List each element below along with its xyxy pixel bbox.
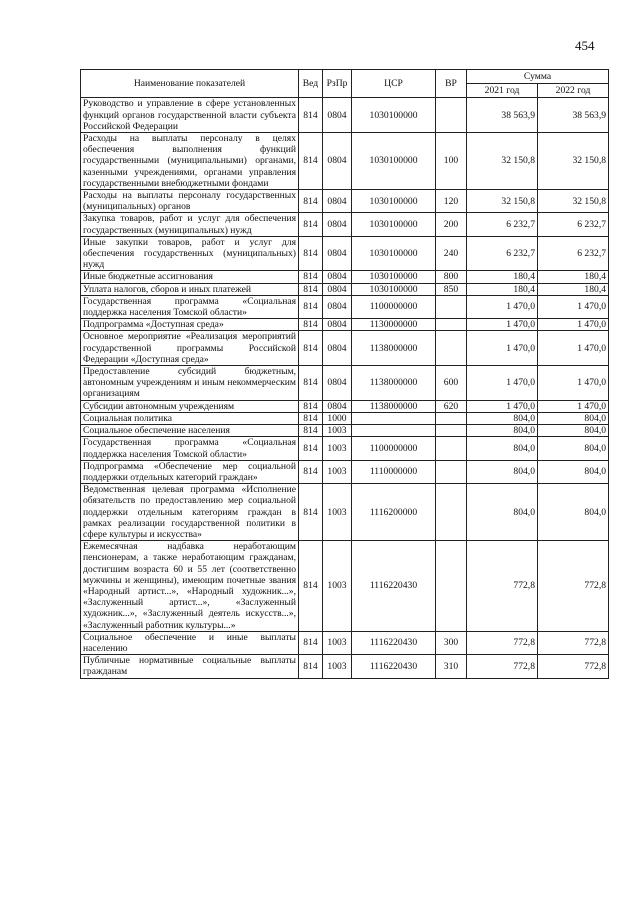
row-rzpr: 0804 [323, 98, 352, 133]
row-csr: 1100000000 [352, 295, 436, 318]
row-sum-2021: 6 232,7 [467, 236, 538, 271]
row-csr: 1030100000 [352, 236, 436, 271]
row-name: Расходы на выплаты персоналу государственных (муниципальных) органов [81, 190, 299, 213]
row-csr: 1110000000 [352, 460, 436, 483]
row-name: Уплата налогов, сборов и иных платежей [81, 283, 299, 295]
row-rzpr: 0804 [323, 366, 352, 401]
row-vr [436, 437, 467, 460]
row-vr [436, 412, 467, 424]
header-ved: Вед [299, 70, 323, 98]
row-csr: 1030100000 [352, 271, 436, 283]
table-row [81, 213, 609, 236]
table-row [81, 133, 609, 190]
row-rzpr: 1003 [323, 631, 352, 654]
table-row [81, 460, 609, 483]
row-name: Социальная политика [81, 412, 299, 424]
row-sum-2022: 1 470,0 [538, 400, 609, 412]
row-vr [436, 319, 467, 331]
header-csr: ЦСР [352, 70, 436, 98]
row-sum-2022: 804,0 [538, 425, 609, 437]
row-vr [436, 425, 467, 437]
row-sum-2021: 38 563,9 [467, 98, 538, 133]
row-vr: 120 [436, 190, 467, 213]
page-number: 454 [575, 38, 595, 53]
row-sum-2022: 32 150,8 [538, 133, 609, 190]
row-sum-2022: 1 470,0 [538, 331, 609, 366]
row-csr: 1030100000 [352, 133, 436, 190]
table-row [81, 271, 609, 283]
row-rzpr: 0804 [323, 295, 352, 318]
header-row [81, 70, 609, 84]
header-name: Наименование показателей [81, 70, 299, 98]
row-rzpr: 0804 [323, 213, 352, 236]
row-name: Закупка товаров, работ и услуг для обеспечения государственных (муниципальных) нужд [81, 213, 299, 236]
table-row [81, 437, 609, 460]
row-sum-2021: 32 150,8 [467, 190, 538, 213]
row-vr: 310 [436, 655, 467, 678]
row-vr: 600 [436, 366, 467, 401]
row-ved: 814 [299, 236, 323, 271]
row-ved: 814 [299, 655, 323, 678]
row-rzpr: 1003 [323, 437, 352, 460]
row-sum-2021: 180,4 [467, 283, 538, 295]
row-csr: 1030100000 [352, 283, 436, 295]
row-csr: 1138000000 [352, 400, 436, 412]
row-sum-2021: 1 470,0 [467, 295, 538, 318]
row-sum-2022: 38 563,9 [538, 98, 609, 133]
row-sum-2021: 6 232,7 [467, 213, 538, 236]
table-row [81, 484, 609, 541]
row-sum-2022: 1 470,0 [538, 295, 609, 318]
row-sum-2022: 180,4 [538, 271, 609, 283]
row-vr: 240 [436, 236, 467, 271]
row-sum-2022: 6 232,7 [538, 236, 609, 271]
row-csr: 1116200000 [352, 484, 436, 541]
row-csr [352, 412, 436, 424]
row-name: Расходы на выплаты персоналу в целях обеспечения выполнения функций государственными (муниципальными) органами, казенными учреждениями, органами управления государственными внебюджетными фондами [81, 133, 299, 190]
row-ved: 814 [299, 366, 323, 401]
row-vr [436, 541, 467, 632]
row-ved: 814 [299, 484, 323, 541]
row-sum-2022: 804,0 [538, 437, 609, 460]
row-name: Иные бюджетные ассигнования [81, 271, 299, 283]
header-rzpr: РзПр [323, 70, 352, 98]
row-csr: 1116220430 [352, 631, 436, 654]
budget-table [80, 69, 609, 679]
row-ved: 814 [299, 541, 323, 632]
table-row [81, 331, 609, 366]
row-rzpr: 0804 [323, 400, 352, 412]
row-ved: 814 [299, 331, 323, 366]
row-rzpr: 1003 [323, 484, 352, 541]
row-name: Основное мероприятие «Реализация мероприятий государственной программы Российской Федерации «Доступная среда» [81, 331, 299, 366]
row-csr: 1116220430 [352, 541, 436, 632]
row-vr: 100 [436, 133, 467, 190]
row-csr: 1030100000 [352, 190, 436, 213]
row-sum-2022: 772,8 [538, 541, 609, 632]
row-sum-2022: 804,0 [538, 412, 609, 424]
row-sum-2021: 772,8 [467, 541, 538, 632]
table-row [81, 236, 609, 271]
row-vr: 200 [436, 213, 467, 236]
row-sum-2021: 772,8 [467, 631, 538, 654]
row-vr [436, 331, 467, 366]
row-vr: 800 [436, 271, 467, 283]
row-sum-2022: 1 470,0 [538, 366, 609, 401]
row-ved: 814 [299, 412, 323, 424]
row-rzpr: 0804 [323, 271, 352, 283]
table-row [81, 541, 609, 632]
table-row [81, 295, 609, 318]
row-ved: 814 [299, 133, 323, 190]
row-csr: 1030100000 [352, 213, 436, 236]
row-sum-2021: 804,0 [467, 484, 538, 541]
row-ved: 814 [299, 437, 323, 460]
row-rzpr: 0804 [323, 319, 352, 331]
row-name: Подпрограмма «Доступная среда» [81, 319, 299, 331]
row-name: Публичные нормативные социальные выплаты гражданам [81, 655, 299, 678]
header-2021: 2021 год [467, 84, 538, 98]
row-sum-2021: 804,0 [467, 437, 538, 460]
row-ved: 814 [299, 460, 323, 483]
row-csr: 1138000000 [352, 331, 436, 366]
row-sum-2022: 772,8 [538, 655, 609, 678]
row-vr: 300 [436, 631, 467, 654]
row-name: Ежемесячная надбавка неработающим пенсионерам, а также неработающим гражданам, достигшим возраста 60 и 55 лет (соответственно мужчины и женщины), имеющим почетные звания «Народный артист...», «Народный художник...», «Заслуженный артист...», «Заслуженный художник...», «Заслуженный деятель искусств...», «Заслуженный работник культуры...» [81, 541, 299, 632]
row-sum-2021: 1 470,0 [467, 366, 538, 401]
table-row [81, 283, 609, 295]
row-vr [436, 295, 467, 318]
row-sum-2022: 804,0 [538, 484, 609, 541]
row-sum-2022: 32 150,8 [538, 190, 609, 213]
row-sum-2021: 772,8 [467, 655, 538, 678]
row-ved: 814 [299, 190, 323, 213]
table-row [81, 98, 609, 133]
table-row [81, 319, 609, 331]
row-sum-2021: 804,0 [467, 460, 538, 483]
row-sum-2021: 180,4 [467, 271, 538, 283]
row-sum-2021: 804,0 [467, 412, 538, 424]
row-rzpr: 1003 [323, 425, 352, 437]
row-name: Государственная программа «Социальная поддержка населения Томской области» [81, 295, 299, 318]
table-body [81, 98, 609, 678]
row-sum-2021: 1 470,0 [467, 319, 538, 331]
row-ved: 814 [299, 631, 323, 654]
row-rzpr: 1003 [323, 460, 352, 483]
row-rzpr: 1003 [323, 541, 352, 632]
table-row [81, 425, 609, 437]
row-ved: 814 [299, 295, 323, 318]
table-row [81, 366, 609, 401]
row-ved: 814 [299, 283, 323, 295]
row-rzpr: 0804 [323, 133, 352, 190]
row-name: Социальное обеспечение и иные выплаты населению [81, 631, 299, 654]
row-rzpr: 1000 [323, 412, 352, 424]
row-vr [436, 460, 467, 483]
row-rzpr: 0804 [323, 190, 352, 213]
row-name: Социальное обеспечение населения [81, 425, 299, 437]
row-sum-2022: 6 232,7 [538, 213, 609, 236]
row-ved: 814 [299, 271, 323, 283]
header-sum: Сумма [467, 70, 609, 84]
row-sum-2021: 1 470,0 [467, 400, 538, 412]
table-row [81, 655, 609, 678]
row-csr: 1138000000 [352, 366, 436, 401]
row-vr [436, 98, 467, 133]
row-rzpr: 0804 [323, 236, 352, 271]
row-name: Иные закупки товаров, работ и услуг для обеспечения государственных (муниципальных) нужд [81, 236, 299, 271]
row-sum-2021: 32 150,8 [467, 133, 538, 190]
row-sum-2021: 1 470,0 [467, 331, 538, 366]
row-rzpr: 1003 [323, 655, 352, 678]
row-vr [436, 484, 467, 541]
row-csr: 1100000000 [352, 437, 436, 460]
row-sum-2022: 772,8 [538, 631, 609, 654]
row-rzpr: 0804 [323, 331, 352, 366]
header-2022: 2022 год [538, 84, 609, 98]
row-ved: 814 [299, 425, 323, 437]
row-vr: 850 [436, 283, 467, 295]
row-csr [352, 425, 436, 437]
row-name: Предоставление субсидий бюджетным, автономным учреждениям и иным некоммерческим организациям [81, 366, 299, 401]
row-sum-2022: 804,0 [538, 460, 609, 483]
header-vr: ВР [436, 70, 467, 98]
row-ved: 814 [299, 213, 323, 236]
row-vr: 620 [436, 400, 467, 412]
row-name: Государственная программа «Социальная поддержка населения Томской области» [81, 437, 299, 460]
table-row [81, 400, 609, 412]
row-rzpr: 0804 [323, 283, 352, 295]
row-sum-2022: 1 470,0 [538, 319, 609, 331]
row-name: Субсидии автономным учреждениям [81, 400, 299, 412]
table-row [81, 631, 609, 654]
row-name: Руководство и управление в сфере установленных функций органов государственной власти субъекта Российской Федерации [81, 98, 299, 133]
row-ved: 814 [299, 400, 323, 412]
table-row [81, 190, 609, 213]
row-name: Подпрограмма «Обеспечение мер социальной поддержки отдельных категорий граждан» [81, 460, 299, 483]
row-csr: 1030100000 [352, 98, 436, 133]
row-sum-2021: 804,0 [467, 425, 538, 437]
table-row [81, 412, 609, 424]
row-csr: 1130000000 [352, 319, 436, 331]
row-ved: 814 [299, 98, 323, 133]
row-name: Ведомственная целевая программа «Исполнение обязательств по предоставлению мер социальной поддержки отдельным категориям граждан в рамках реализации государственной политики в сфере культуры и искусства» [81, 484, 299, 541]
row-ved: 814 [299, 319, 323, 331]
row-csr: 1116220430 [352, 655, 436, 678]
row-sum-2022: 180,4 [538, 283, 609, 295]
